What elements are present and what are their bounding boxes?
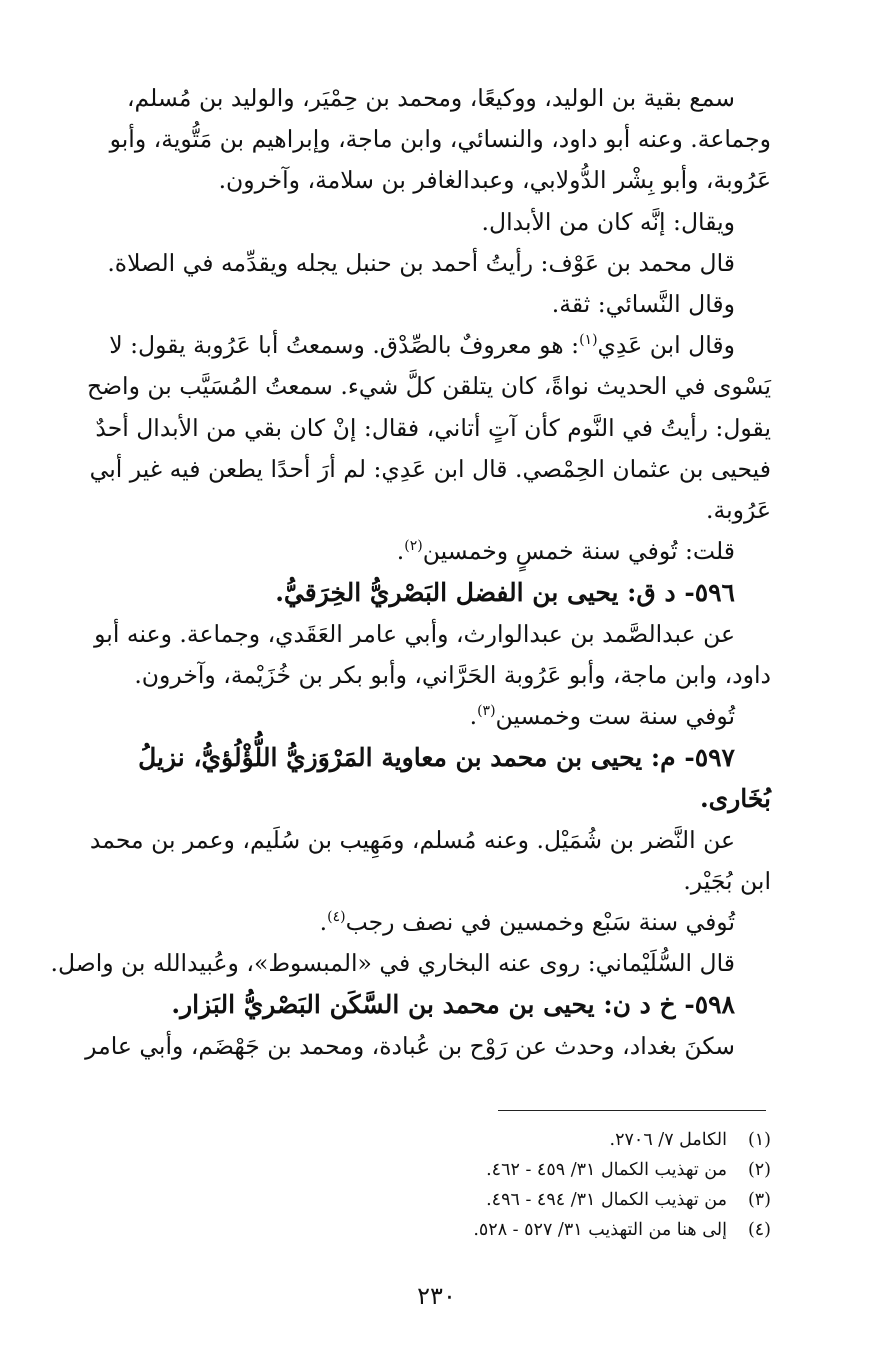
text-line <box>22 243 771 284</box>
text-line <box>22 449 771 490</box>
line-text: وقال النَّسائي: ثقة. <box>551 290 735 319</box>
text-line <box>22 861 771 902</box>
footnote-marker: (١) <box>579 332 598 349</box>
footnote-separator <box>498 1110 766 1111</box>
text-line <box>22 202 771 243</box>
line-text: ابن بُجَيْر. <box>683 866 771 895</box>
line-text: وجماعة. وعنه أبو داود، والنسائي، وابن ماجة، وإبراهيم بن مَتُّوية، وأبو <box>109 125 771 154</box>
line-text: عَرُوبة، وأبو بِشْر الدُّولابي، وعبدالغافر بن سلامة، وآخرون. <box>218 166 771 195</box>
line-text: يقول: رأيتُ في النَّوم كأن آتٍ أتاني، فقال: إنْ كان بقي من الأبدال أحدٌ <box>95 413 771 442</box>
text-line <box>22 614 771 655</box>
line-text-continued: . <box>469 702 478 731</box>
text-line <box>22 1026 771 1067</box>
line-text: تُوفي سنة سَبْع وخمسين في نصف رجب <box>345 908 735 937</box>
footnote-number: (٤) <box>747 1220 771 1240</box>
main-text-body <box>22 78 771 1067</box>
footnote-number: (٢) <box>747 1160 771 1180</box>
footnote-number: (٣) <box>747 1190 771 1210</box>
text-line <box>22 531 771 572</box>
line-text: عَرُوبة. <box>706 496 771 525</box>
line-text: قال محمد بن عَوْف: رأيتُ أحمد بن حنبل يجله ويقدِّمه في الصلاة. <box>107 248 735 277</box>
footnote-marker: (٤) <box>327 909 346 926</box>
text-line <box>22 78 771 119</box>
page-number: ٢٣٠ <box>417 1282 456 1310</box>
text-line <box>22 284 771 325</box>
text-line <box>22 408 771 449</box>
line-text: قال السُّلَيْماني: روى عنه البخاري في «المبسوط»، وعُبيدالله بن واصل. <box>50 949 735 978</box>
text-line <box>22 696 771 737</box>
line-text: تُوفي سنة ست وخمسين <box>495 702 735 731</box>
entry-heading <box>22 984 771 1025</box>
line-text-continued: . <box>396 537 405 566</box>
text-line <box>22 366 771 407</box>
text-line <box>22 490 771 531</box>
line-text: عن النَّضر بن شُمَيْل. وعنه مُسلم، ومَهِيب بن سُلَيم، وعمر بن محمد <box>89 825 735 854</box>
footnote <box>80 1155 771 1185</box>
entry-heading <box>22 572 771 613</box>
line-text: ٥٩٦- د ق: يحيى بن الفضل البَصْريُّ الخِرَقيُّ. <box>275 578 735 608</box>
line-text: بُخَارى. <box>699 784 771 814</box>
line-text: وقال ابن عَدِي <box>597 331 735 360</box>
footnotes <box>80 1125 771 1245</box>
line-text-continued: . <box>319 908 328 937</box>
footnote-text: من تهذيب الكمال ٣١/ ٤٩٤ - ٤٩٦. <box>486 1190 727 1210</box>
footnote <box>80 1125 771 1155</box>
line-text: ٥٩٧- م: يحيى بن محمد بن معاوية المَرْوَزيُّ اللُّؤْلُؤيُّ، نزيلُ <box>138 743 735 773</box>
entry-heading <box>22 778 771 819</box>
line-text: ويقال: إنَّه كان من الأبدال. <box>481 207 735 236</box>
footnote-number: (١) <box>747 1130 771 1150</box>
line-text: عن عبدالصَّمد بن عبدالوارث، وأبي عامر العَقَدي، وجماعة. وعنه أبو <box>94 619 735 648</box>
text-line <box>22 160 771 201</box>
footnote-text: من تهذيب الكمال ٣١/ ٤٥٩ - ٤٦٢. <box>486 1160 727 1180</box>
text-line <box>22 655 771 696</box>
line-text: سكنَ بغداد، وحدث عن رَوْح بن عُبادة، ومحمد بن جَهْضَم، وأبي عامر <box>85 1031 735 1060</box>
text-line <box>22 943 771 984</box>
text-line <box>22 902 771 943</box>
footnote <box>80 1215 771 1245</box>
line-text: قلت: تُوفي سنة خمسٍ وخمسين <box>422 537 735 566</box>
line-text: سمع بقية بن الوليد، ووكيعًا، ومحمد بن حِمْيَر، والوليد بن مُسلم، <box>126 84 735 112</box>
line-text-continued: : هو معروفٌ بالصِّدْق. وسمعتُ أبا عَرُوبة يقول: لا <box>109 331 580 360</box>
text-line <box>22 820 771 861</box>
line-text: داود، وابن ماجة، وأبو عَرُوبة الحَرَّاني، وأبو بكر بن خُزَيْمة، وآخرون. <box>134 660 771 689</box>
line-text: فيحيى بن عثمان الحِمْصي. قال ابن عَدِي: لم أرَ أحدًا يطعن فيه غير أبي <box>89 454 771 483</box>
entry-heading <box>22 737 771 778</box>
footnote <box>80 1185 771 1215</box>
line-text: ٥٩٨- خ د ن: يحيى بن محمد بن السَّكَن البَصْريُّ البَزار. <box>171 990 735 1020</box>
footnote-text: الكامل ٧/ ٢٧٠٦. <box>609 1130 727 1150</box>
text-line <box>22 119 771 160</box>
line-text: يَسْوى في الحديث نواةً، كان يتلقن كلَّ شيء. سمعتُ المُسَيَّب بن واضح <box>86 372 771 401</box>
footnote-text: إلى هنا من التهذيب ٣١/ ٥٢٧ - ٥٢٨. <box>473 1220 727 1240</box>
footnote-marker: (٣) <box>477 703 496 720</box>
text-line <box>22 325 771 366</box>
footnote-marker: (٢) <box>404 538 423 555</box>
